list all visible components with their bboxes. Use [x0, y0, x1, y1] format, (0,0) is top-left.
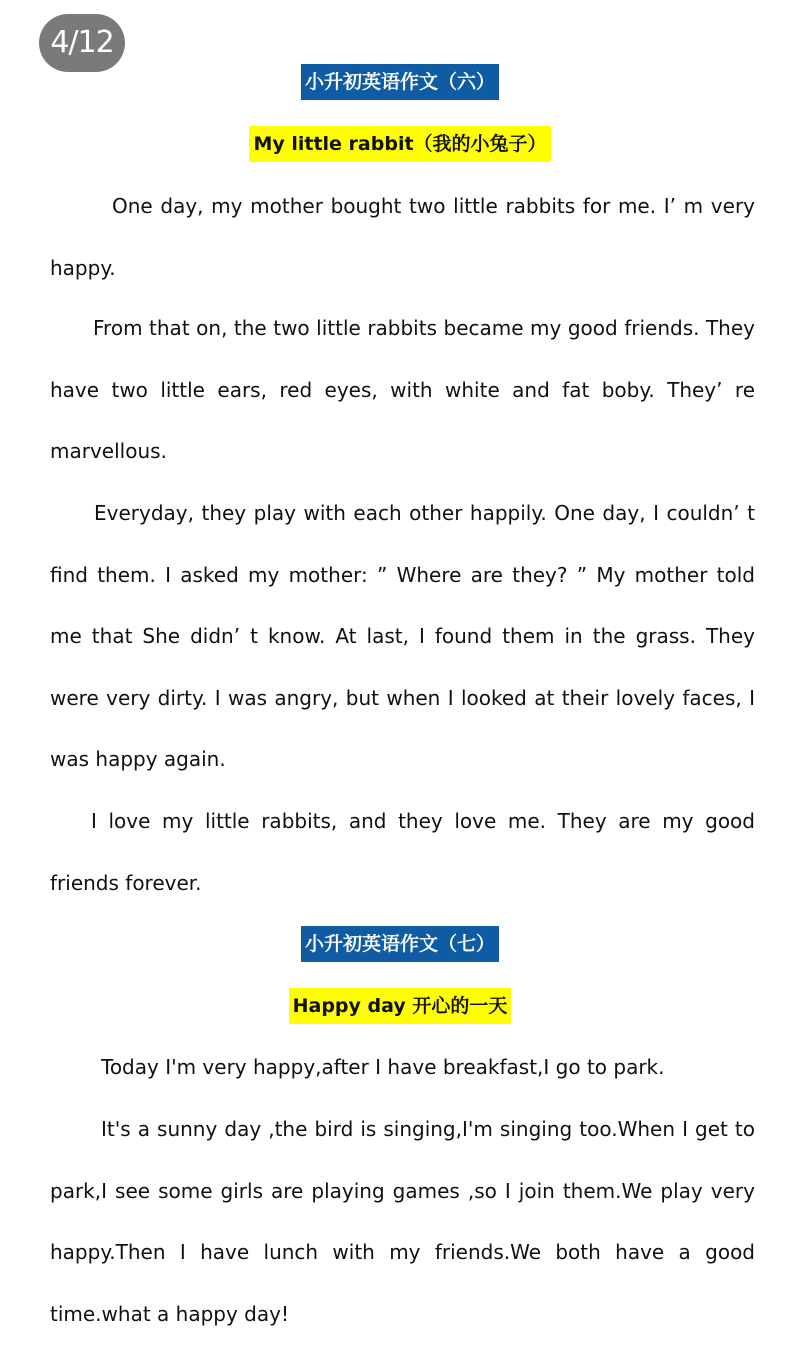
essay-7-paragraph-2: It's a sunny day ,the bird is singing,I'm singing too.When I get to park,I see some girls are playing games ,so I join them.We play very happy.Then I have lunch with my friends.We both have a good time.what a happy day! — [50, 1117, 755, 1326]
section-heading-6 — [0, 64, 800, 100]
essay-7-paragraph-1: Today I'm very happy,after I have breakfast,I go to park. — [101, 1055, 665, 1079]
section-heading-7 — [0, 926, 800, 962]
essay-title-6 — [0, 126, 800, 162]
page-number-badge: 4/12 — [39, 14, 125, 72]
essay-6-paragraph-2: From that on, the two little rabbits became my good friends. They have two little ears, red eyes, with white and fat boby. They’ re marvellous. — [50, 316, 755, 464]
essay-title-7 — [0, 988, 800, 1024]
section-heading-7-text: 小升初英语作文（七） — [301, 926, 499, 962]
section-heading-6-text: 小升初英语作文（六） — [301, 64, 499, 100]
essay-6-paragraph-3: Everyday, they play with each other happily. One day, I couldn’ t find them. I asked my mother: ” Where are they? ” My mother told me that She didn’ t know. At last, I found them in the grass. They were very dirty. I was angry, but when I looked at their lovely faces, I was happy again. — [50, 501, 755, 772]
essay-6-paragraph-4: I love my little rabbits, and they love me. They are my good friends forever. — [50, 809, 755, 895]
essay-title-6-text: My little rabbit（我的小兔子） — [249, 126, 550, 162]
essay-title-7-text: Happy day 开心的一天 — [289, 988, 512, 1024]
essay-6-paragraph-1: One day, my mother bought two little rabbits for me. I’ m very happy. — [50, 194, 755, 280]
